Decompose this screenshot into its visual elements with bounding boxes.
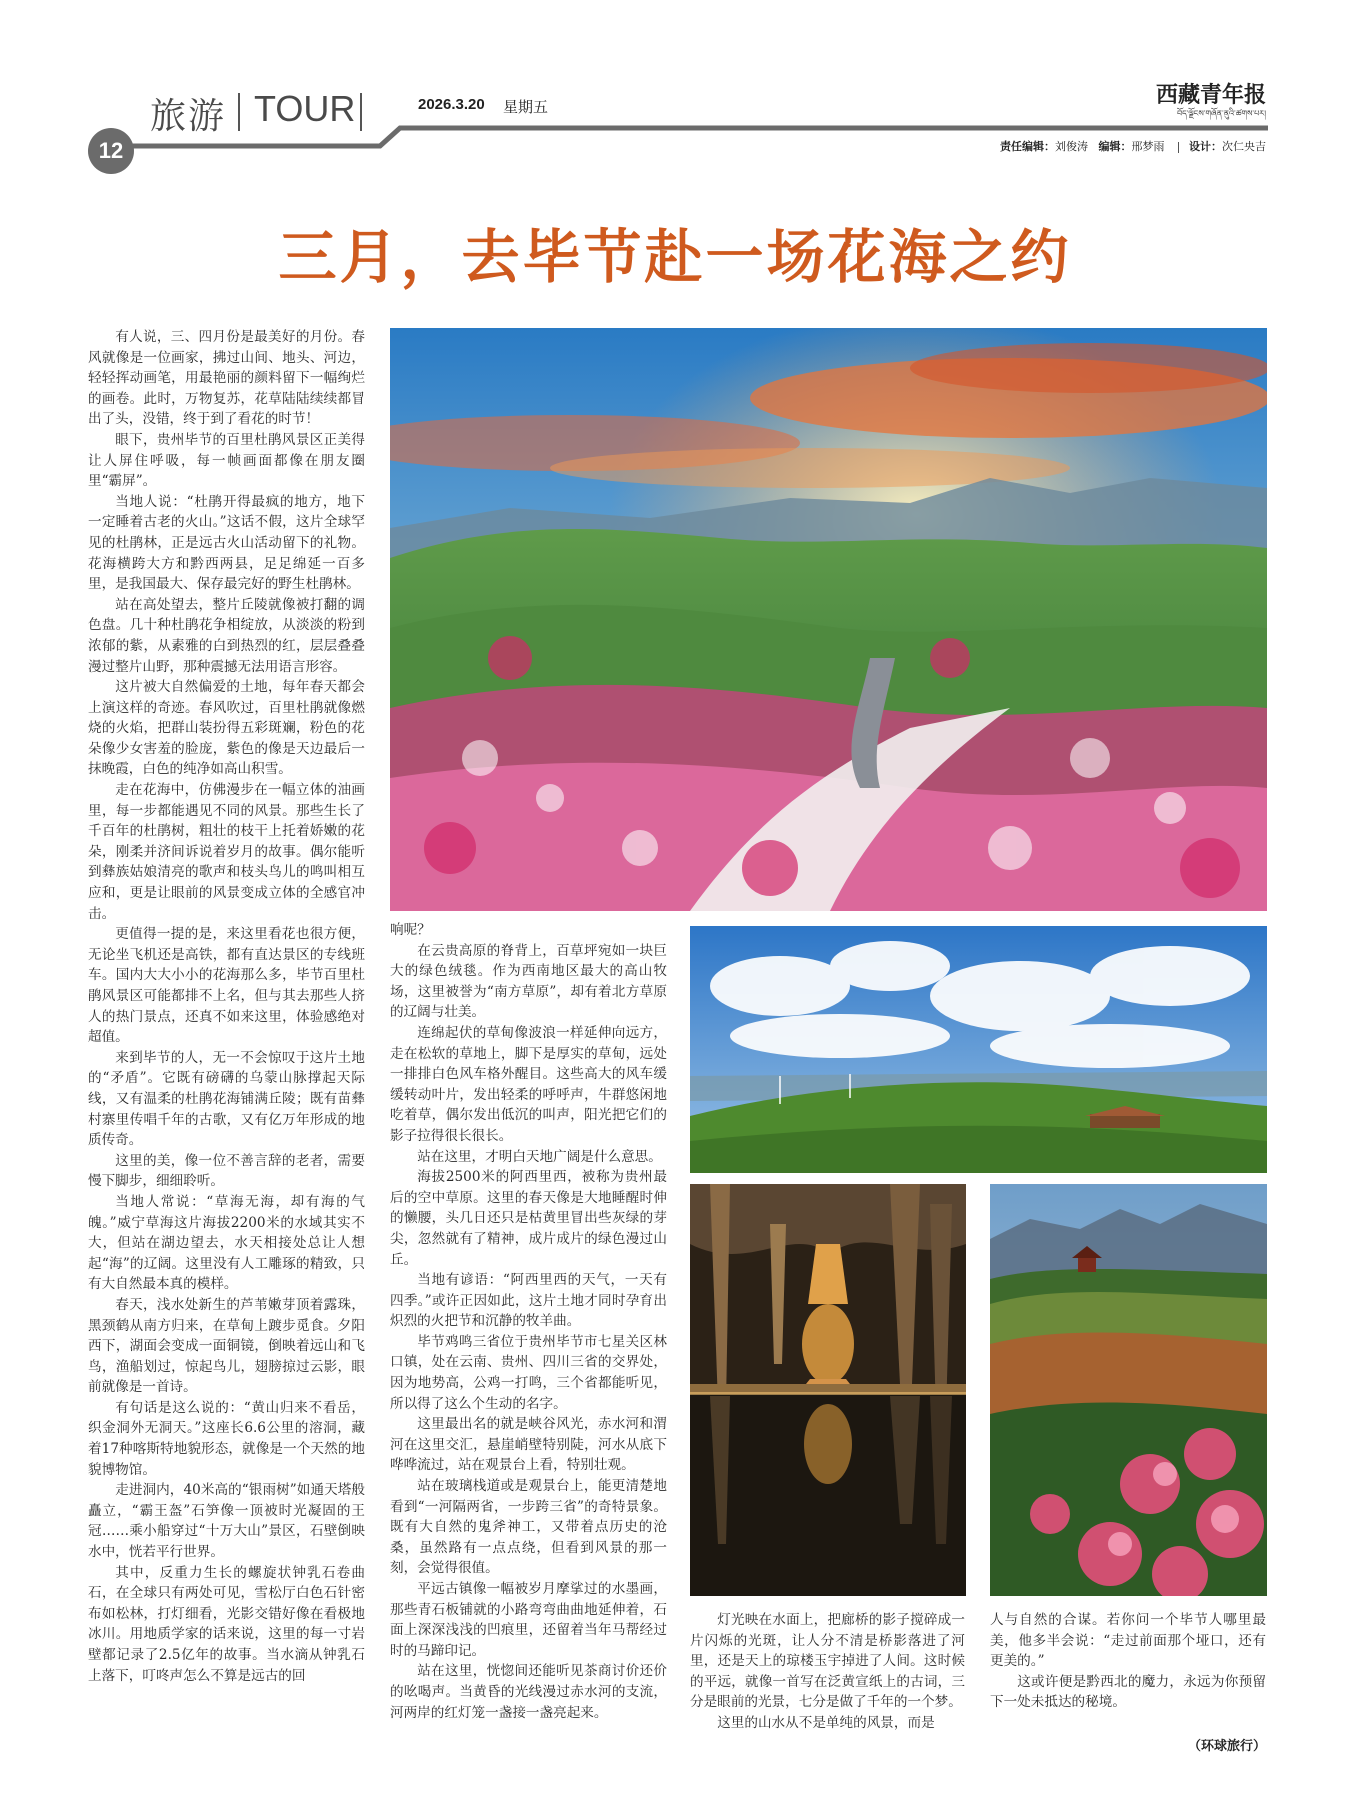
paragraph: 灯光映在水面上，把廊桥的影子搅碎成一片闪烁的光斑，让人分不清是桥影落进了河里，还是天上的琼楼玉宇掉进了人间。这时候的平远，就像一首写在泛黄宣纸上的古词，三分是眼前的光景，七分是做了千年的一个梦。	[690, 1612, 965, 1711]
paragraph: 连绵起伏的草甸像波浪一样延伸向远方，走在松软的草地上，脚下是厚实的草甸，远处一排排白色风车格外醒目。这些高大的风车缓缓转动叶片，发出轻柔的呼呼声，牛群悠闲地吃着草，偶尔发出低沉的叫声，阳光把它们的影子拉得很长很长。	[390, 1024, 667, 1144]
paragraph: 来到毕节的人，无一不会惊叹于这片土地的“矛盾”。它既有磅礴的乌蒙山脉撑起天际线，又有温柔的杜鹃花海铺满丘陵；既有苗彝村寨里传唱千年的古歌，又有亿万年形成的地质传奇。	[88, 1049, 365, 1149]
paragraph: 响呢？	[390, 922, 431, 938]
paragraph: 这片被大自然偏爱的土地，每年春天都会上演这样的奇迹。春风吹过，百里杜鹃就像燃烧的火焰，把群山装扮得五彩斑斓，粉色的花朵像少女害羞的脸庞，紫色的像是天边最后一抹晚霞，白色的纯净如高山积雪。	[88, 679, 365, 778]
editor-name: 邢梦雨	[1131, 140, 1165, 153]
pavilion-azalea-photo	[990, 1184, 1267, 1596]
newspaper-masthead: 西藏青年报	[1155, 82, 1266, 108]
article-headline: 三月，去毕节赴一场花海之约	[278, 223, 1072, 291]
grassland-photo	[690, 926, 1267, 1173]
paragraph: 平远古镇像一幅被岁月摩挲过的水墨画，那些青石板铺就的小路弯弯曲曲地延伸着，石面上深深浅浅的凹痕里，还留着当年马帮经过时的马蹄印记。	[390, 1581, 667, 1659]
karst-cave-photo	[690, 1184, 966, 1596]
paragraph: 当地人说：“杜鹃开得最疯的地方，地下一定睡着古老的火山。”这话不假，这片全球罕见的杜鹃林，正是远古火山活动留下的礼物。花海横跨大方和黔西两县，足足绵延一百多里，是我国最大、保存最完好的野生杜鹃林。	[88, 493, 365, 593]
paragraph: 当地人常说：“草海无海，却有海的气魄。”威宁草海这片海拔2200米的水域其实不大，但站在湖边望去，水天相接处总让人想起“海”的辽阔。这里没有人工雕琢的精致，只有大自然最本真的模样。	[88, 1193, 365, 1293]
article-column-1	[88, 327, 365, 1747]
paragraph: 人与自然的合谋。若你问一个毕节人哪里最美，他多半会说：“走过前面那个垭口，还有更美的。”	[990, 1612, 1266, 1670]
credits-divider	[1178, 142, 1179, 153]
newspaper-masthead-tibetan: བོད་ལྗོངས་གཞོན་ནུའི་ཚགས་པར།	[1177, 109, 1266, 118]
editor-label: 编辑：	[1098, 140, 1132, 153]
chief-editor-name: 刘俊涛	[1055, 140, 1088, 153]
designer-name: 次仁央吉	[1222, 140, 1266, 153]
paragraph: 这里最出名的就是峡谷风光，赤水河和渭河在这里交汇，悬崖峭壁特别陡，河水从底下哗哗流过，站在观景台上看，特别壮观。	[390, 1416, 667, 1474]
section-label-chinese: 旅游	[150, 96, 227, 137]
issue-weekday: 星期五	[503, 98, 549, 116]
paragraph: 春天，浅水处新生的芦苇嫩芽顶着露珠，黑颈鹤从南方归来，在草甸上踱步觅食。夕阳西下，湖面会变成一面铜镜，倒映着远山和飞鸟，渔船划过，惊起鸟儿，翅膀掠过云影，眼前就像是一首诗。	[88, 1296, 365, 1396]
section-label-english: TOUR	[254, 88, 356, 129]
paragraph: 毕节鸡鸣三省位于贵州毕节市七星关区林口镇，处在云南、贵州、四川三省的交界处，因为地势高，公鸡一打鸣，三个省都能听见，所以得了这么个生动的名字。	[390, 1333, 667, 1412]
paragraph: 眼下，贵州毕节的百里杜鹃风景区正美得让人屏住呼吸，每一帧画面都像在朋友圈里“霸屏”。	[88, 431, 365, 490]
paragraph: 在云贵高原的脊背上，百草坪宛如一块巨大的绿色绒毯。作为西南地区最大的高山牧场，这里被誉为“南方草原”，却有着北方草原的辽阔与壮美。	[390, 942, 667, 1021]
paragraph: 更值得一提的是，来这里看花也很方便，无论坐飞机还是高铁，都有直达景区的专线班车。国内大大小小的花海那么多，毕节百里杜鹃风景区可能都排不上名，但与其去那些人挤人的热门景点，还真不如来这里，体验感绝对超值。	[88, 926, 365, 1046]
issue-date: 2026.3.20	[418, 96, 485, 113]
article-column-2	[390, 920, 667, 1750]
design-label: 设计：	[1189, 140, 1222, 153]
paragraph: 有人说，三、四月份是最美好的月份。春风就像是一位画家，拂过山间、地头、河边，轻轻挥动画笔，用最艳丽的颜料留下一幅绚烂的画卷。此时，万物复苏，花草陆陆续续都冒出了头，没错，终于到了看花的时节！	[88, 329, 365, 428]
paragraph: 当地有谚语：“阿西里西的天气，一天有四季。”或许正因如此，这片土地才同时孕育出炽烈的火把节和沉静的牧羊曲。	[390, 1272, 667, 1330]
chief-editor-label: 责任编辑：	[1000, 140, 1055, 153]
paragraph: 站在玻璃栈道或是观景台上，能更清楚地看到“一河隔两省，一步跨三省”的奇特景象。既有大自然的鬼斧神工，又带着点历史的沧桑，虽然路有一点点绕，但看到风景的那一刻，会觉得很值。	[390, 1478, 667, 1577]
paragraph: 走在花海中，仿佛漫步在一幅立体的油画里，每一步都能遇见不同的风景。那些生长了千百年的杜鹃树，粗壮的枝干上托着娇嫩的花朵，刚柔并济间诉说着岁月的故事。偶尔能听到彝族姑娘清亮的歌声和枝头鸟儿的鸣叫相互应和，更是让眼前的风景变成立体的全感官冲击。	[88, 782, 365, 922]
paragraph: 站在这里，恍惚间还能听见茶商讨价还价的吆喝声。当黄昏的光线漫过赤水河的支流，河两岸的红灯笼一盏接一盏亮起来。	[390, 1663, 667, 1721]
paragraph: 这里的山水从不是单纯的风景，而是	[717, 1714, 935, 1731]
paragraph: 走进洞内，40米高的“银雨树”如通天塔般矗立，“霸王盔”石笋像一顶被时光凝固的王冠……乘小船穿过“十万大山”景区，石壁倒映水中，恍若平行世界。	[88, 1482, 365, 1561]
paragraph: 海拔2500米的阿西里西，被称为贵州最后的空中草原。这里的春天像是大地睡醒时伸的懒腰，头几日还只是枯黄里冒出些灰绿的芽尖，忽然就有了精神，成片成片的绿色漫过山丘。	[390, 1169, 667, 1268]
paragraph: 这或许便是黔西北的魔力，永远为你预留下一处未抵达的秘境。	[990, 1673, 1266, 1711]
article-column-3	[690, 1610, 965, 1755]
azalea-hills-photo	[390, 328, 1267, 911]
article-source: （环球旅行）	[1187, 1739, 1266, 1754]
page-number-badge: 12	[88, 128, 134, 174]
editor-credits	[1000, 138, 1266, 154]
article-column-4	[990, 1610, 1266, 1755]
paragraph: 其中，反重力生长的螺旋状钟乳石卷曲石，在全球只有两处可见，雪松厅白色石针密布如松林，打灯细看，光影交错好像在看极地冰川。用地质学家的话来说，这里的每一寸岩壁都记录了2.5亿年的故事。当水滴从钟乳石上落下，叮咚声怎么不算是远古的回	[88, 1564, 365, 1684]
paragraph: 站在这里，才明白天地广阔是什么意思。	[417, 1148, 662, 1165]
paragraph: 有句话是这么说的：“黄山归来不看岳，织金洞外无洞天。”这座长6.6公里的溶洞，藏着17种喀斯特地貌形态，就像是一个天然的地貌博物馆。	[88, 1399, 365, 1478]
paragraph: 站在高处望去，整片丘陵就像被打翻的调色盘。几十种杜鹃花争相绽放，从淡淡的粉到浓郁的紫，从素雅的白到热烈的红，层层叠叠漫过整片山野，那种震撼无法用语言形容。	[88, 596, 365, 675]
paragraph: 这里的美，像一位不善言辞的老者，需要慢下脚步，细细聆听。	[88, 1152, 365, 1190]
